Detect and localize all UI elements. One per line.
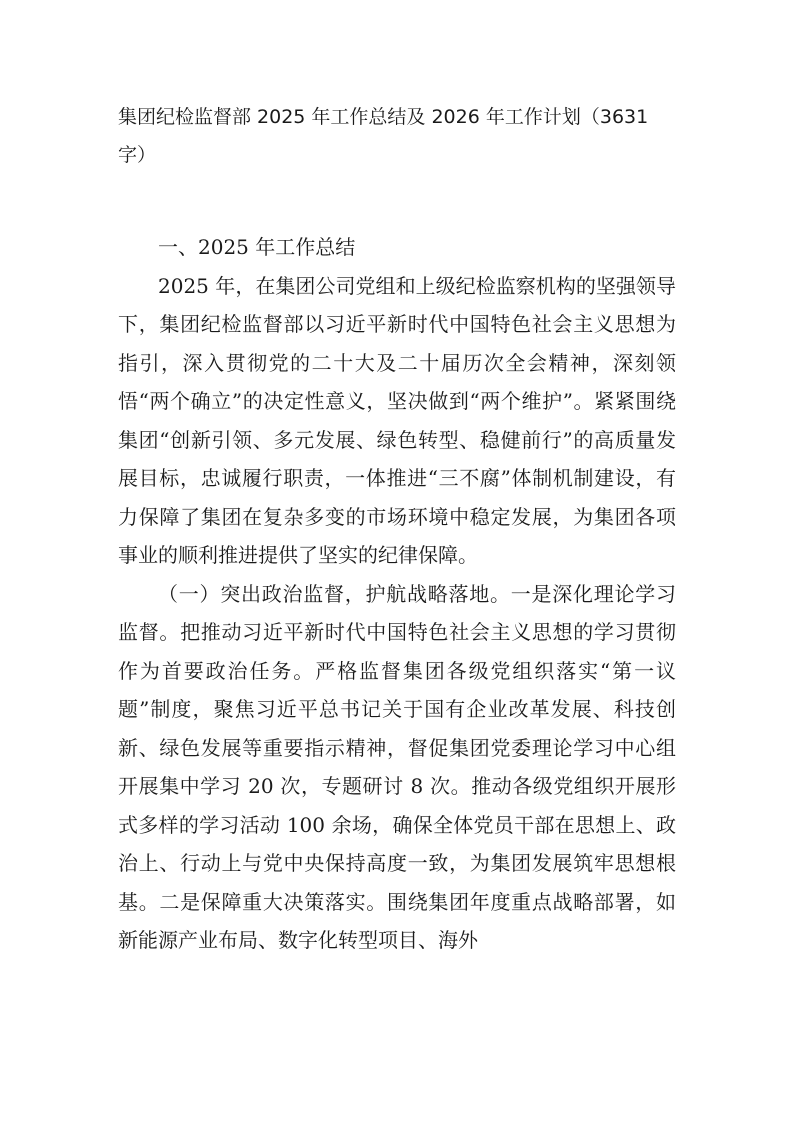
paragraph: （一）突出政治监督，护航战略落地。一是深化理论学习监督。把推动习近平新时代中国特色社会主义思想的学习贯彻作为首要政治任务。严格监督集团各级党组织落实“第一议题”制度，聚焦习近平总书记关于国有企业改革发展、科技创新、绿色发展等重要指示精神，督促集团党委理论学习中心组开展集中学习 20 次，专题研讨 8 次。推动各级党组织开展形式多样的学习活动 100 余场，确保全体党员干部在思想上、政治上、行动上与党中央保持高度一致，为集团发展筑牢思想根基。二是保障重大决策落实。围绕集团年度重点战略部署，如新能源产业布局、数字化转型项目、海外 xyxy=(118,581,676,952)
document-title: 集团纪检监督部 2025 年工作总结及 2026 年工作计划（3631 字） xyxy=(118,106,649,166)
section-heading: 一、2025 年工作总结 xyxy=(158,235,356,259)
paragraph: 2025 年，在集团公司党组和上级纪检监察机构的坚强领导下，集团纪检监督部以习近平新时代中国特色社会主义思想为指引，深入贯彻党的二十大及二十届历次全会精神，深刻领悟“两个确立”的决定性意义，坚决做到“两个维护”。紧紧围绕集团“创新引领、多元发展、绿色转型、稳健前行”的高质量发展目标，忠诚履行职责，一体推进“三不腐”体制机制建设，有力保障了集团在复杂多变的市场环境中稳定发展，为集团各项事业的顺利推进提供了坚实的纪律保障。 xyxy=(118,273,676,567)
document-body xyxy=(118,228,676,960)
